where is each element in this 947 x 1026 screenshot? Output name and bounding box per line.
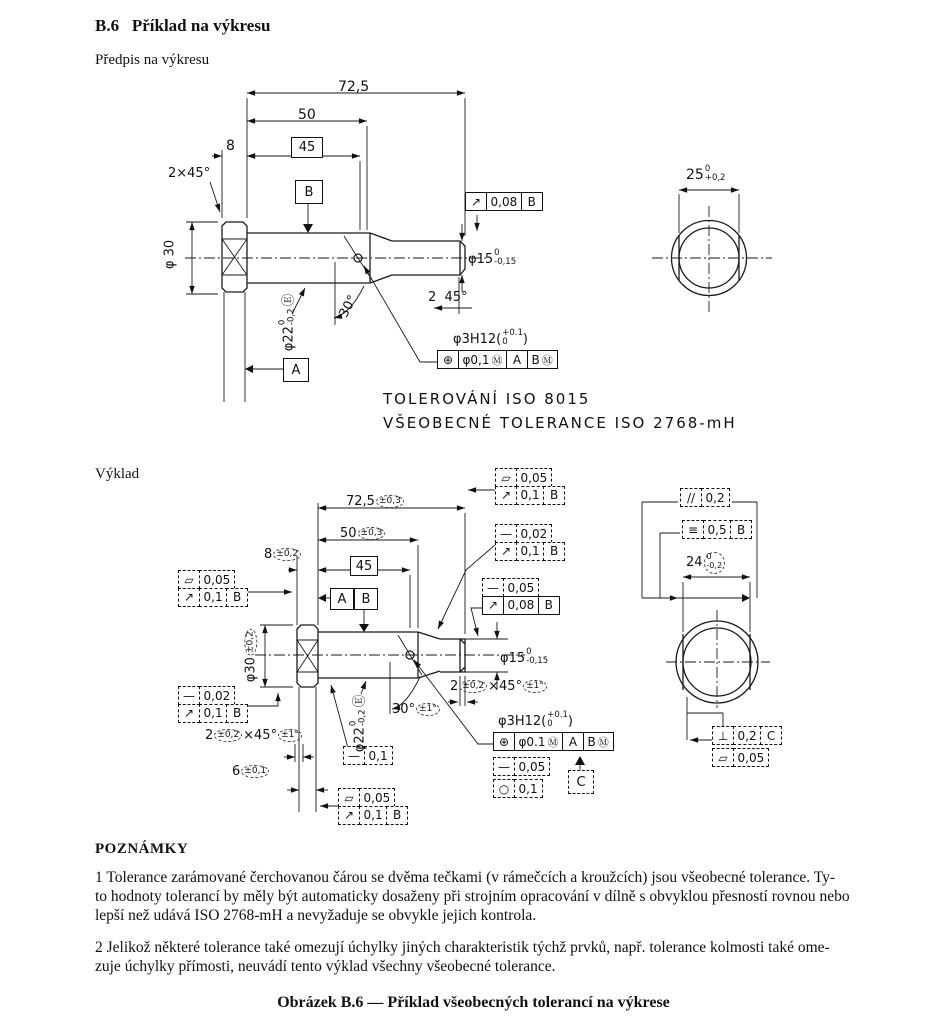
value: 0,02 — [199, 686, 236, 705]
value: 0,05 — [359, 788, 396, 807]
value: 0,2 — [701, 488, 730, 507]
envelope-icon: Ⓔ — [281, 293, 297, 307]
mmc-icon: Ⓜ — [597, 735, 609, 749]
position-datum-a: A — [562, 732, 584, 751]
note-line: zuje úchylky přímosti, neuvádí tento výklad všechny všeobecné tolerance. — [95, 958, 556, 975]
section-number: B.6 — [95, 16, 120, 35]
hole-upper: +0.1 — [502, 328, 523, 338]
general-tolerance: ±0,3 — [358, 527, 386, 540]
runout-icon: ↗ — [465, 192, 487, 211]
frame-circular-runout — [465, 192, 543, 211]
frame-head-face-top — [178, 570, 248, 607]
dia30-general — [244, 615, 257, 695]
mmc-icon: Ⓜ — [541, 353, 553, 367]
vyklad-label: Výklad — [95, 466, 140, 482]
frame-position — [437, 350, 558, 369]
general-tolerance: 0 -0,2 — [704, 552, 726, 574]
side-dim-25 — [686, 166, 725, 185]
value: 0,1 — [359, 806, 388, 825]
note-2 — [95, 938, 830, 976]
hole-main: φ3H12( — [453, 331, 502, 347]
chamfer-end-label: 2 45° — [428, 290, 468, 305]
mmc-icon: Ⓜ — [547, 735, 559, 749]
dim-72-5-general — [346, 495, 405, 508]
datum-box-b: B — [354, 588, 378, 610]
value: 0,1 — [516, 542, 545, 561]
dia15-label — [468, 250, 516, 269]
general-tolerance: ±1° — [523, 680, 547, 693]
frame-parallelism — [680, 488, 730, 507]
position-datum-b: B Ⓜ — [583, 732, 614, 751]
value: 0,5 — [703, 520, 732, 539]
runout-datum: B — [521, 192, 543, 211]
hole-lower: 0 — [502, 337, 508, 348]
flatness-icon: ▱ — [712, 748, 734, 767]
position-value: φ0,1 Ⓜ — [458, 350, 508, 369]
dim-72-5: 72,5 — [338, 79, 370, 95]
runout-icon: ↗ — [178, 704, 200, 723]
dim-value: 72,5 — [346, 494, 375, 510]
general-tolerance: ±0,2 — [459, 680, 487, 693]
runout-value: 0,08 — [486, 192, 523, 211]
position-value: φ0.1 Ⓜ — [514, 732, 564, 751]
value: 0,05 — [514, 757, 551, 776]
dia22-upper: 0 — [277, 319, 288, 326]
datum-box-a: A — [283, 358, 309, 382]
side-dim-24: 24 0 -0,2 — [686, 552, 726, 574]
datum: B — [226, 704, 248, 723]
dim-value: φ30 — [243, 657, 259, 683]
value: 0,1 — [514, 779, 543, 798]
dim25-lower: +0,2 — [704, 173, 726, 184]
datum: B — [730, 520, 752, 539]
section-title: Příklad na výkresu — [131, 16, 271, 35]
frame-perpendicularity — [712, 726, 782, 745]
dia22-label: φ22 0 -0,2 Ⓔ — [348, 694, 368, 753]
dim-value: 8 — [264, 547, 273, 563]
general-tolerance: ±0,2 — [273, 548, 301, 561]
straightness-icon: — — [495, 524, 517, 543]
note-line: lepší než udává ISO 2768-mH a nevyžaduje se obvykle jejich kontrola. — [95, 907, 537, 924]
position-icon: ⊕ — [493, 732, 515, 751]
general-tolerance: ±0,2 — [214, 729, 242, 742]
runout-icon: ↗ — [338, 806, 360, 825]
value: 0,05 — [733, 748, 770, 767]
flatness-icon: ▱ — [495, 468, 517, 487]
frame-hole-straightness — [493, 757, 550, 776]
dim-value: 50 — [340, 526, 357, 542]
frame-end-face — [495, 468, 565, 505]
value: 0,05 — [516, 468, 553, 487]
general-tolerance: ±0,2 — [244, 628, 257, 656]
upper-side-view — [652, 190, 772, 312]
dia22-lower: -0,2 — [287, 308, 297, 326]
mmc-icon: Ⓜ — [491, 353, 503, 367]
parallelism-icon: // — [680, 488, 702, 507]
chamfer-left-general: 2 ±0,2 ×45° ±1° — [205, 729, 303, 742]
general-tolerance: ±1° — [278, 729, 302, 742]
predpis-label: Předpis na výkresu — [95, 52, 210, 68]
hole-callout: φ3H12( +0.1 0 ) — [498, 710, 573, 730]
position-icon: ⊕ — [437, 350, 459, 369]
dim25-upper: 0 — [704, 164, 711, 174]
dim-45-boxed: 45 — [350, 556, 378, 576]
symmetry-icon: ≡ — [682, 520, 704, 539]
frame-cone — [495, 524, 565, 561]
frame-shaft-bottom — [338, 788, 408, 825]
angle-30-general: 30° ±1° — [392, 703, 441, 716]
dia22-label — [277, 282, 299, 362]
hole-callout — [453, 330, 528, 349]
straightness-icon: — — [343, 746, 365, 765]
frame-position — [493, 732, 614, 751]
dia15-label: φ15 0 -0,15 — [500, 647, 549, 667]
datum: B — [543, 486, 565, 505]
datum: B — [226, 588, 248, 607]
chamfer-right-general: 2 ±0,2 ×45° ±1° — [450, 680, 548, 693]
dia15-main: φ15 — [468, 251, 494, 267]
runout-icon: ↗ — [495, 542, 517, 561]
value: 0,1 — [199, 588, 228, 607]
general-tolerance: ±0,1 — [241, 765, 269, 778]
runout-icon: ↗ — [178, 588, 200, 607]
chamfer-head-label: 2×45° — [168, 166, 211, 181]
datum-box-a: A — [330, 588, 354, 610]
value: 0,05 — [199, 570, 236, 589]
datum: B — [543, 542, 565, 561]
straightness-icon: — — [178, 686, 200, 705]
value: 0,1 — [364, 746, 393, 765]
value: 0,05 — [503, 578, 540, 597]
note-line: 1 Tolerance zarámované čerchovanou čárou se dvěma tečkami (v rámečcích a kroužcích) jsou všeobecné tolerance. Ty- — [95, 869, 836, 886]
value: 0,02 — [516, 524, 553, 543]
frame-head-face-bottom — [178, 686, 248, 723]
tolerovani-line2: VŠEOBECNÉ TOLERANCE ISO 2768-mH — [383, 414, 737, 432]
note-line: to hodnoty tolerancí by měly být automaticky dosaženy při strojním opracování v dílně s obvyklou přesností rovnou nebo — [95, 888, 850, 905]
value: 0,1 — [516, 486, 545, 505]
value: 0,2 — [733, 726, 762, 745]
runout-icon: ↗ — [495, 486, 517, 505]
note-1 — [95, 868, 850, 925]
dim-50: 50 — [298, 107, 316, 123]
frame-pin — [482, 578, 560, 615]
datum: C — [760, 726, 782, 745]
angle-30-label: 30° — [336, 292, 361, 321]
straightness-icon: — — [482, 578, 504, 597]
general-tolerance: ±1° — [416, 703, 440, 716]
value: 0,08 — [503, 596, 540, 615]
frame-flatness — [712, 748, 769, 767]
circularity-icon: ○ — [493, 779, 515, 798]
dia15-upper: 0 — [494, 248, 500, 258]
frame-symmetry — [682, 520, 752, 539]
datum: B — [386, 806, 408, 825]
position-datum-b: B Ⓜ — [527, 350, 558, 369]
runout-icon: ↗ — [482, 596, 504, 615]
datum: B — [538, 596, 560, 615]
dim-50-general — [340, 527, 386, 540]
dim-45-boxed: 45 — [291, 137, 323, 158]
value: 0,1 — [199, 704, 228, 723]
flatness-icon: ▱ — [178, 570, 200, 589]
dia15-lower: -0,15 — [494, 257, 517, 268]
perpendicularity-icon: ⊥ — [712, 726, 734, 745]
dim-6-general: 6 ±0,1 — [232, 765, 270, 778]
frame-hole-roundness — [493, 779, 543, 798]
notes-title: POZNÁMKY — [95, 841, 189, 857]
dim25-main: 25 — [686, 167, 704, 184]
figure-caption: Obrázek B.6 — Příklad všeobecných tolerancí na výkrese — [277, 994, 670, 1011]
position-datum-a: A — [506, 350, 528, 369]
hole-close: ) — [522, 331, 528, 347]
dim-8-general — [264, 548, 302, 561]
dia30-label: φ 30 — [162, 239, 178, 270]
envelope-icon: Ⓔ — [352, 694, 368, 708]
datum-box-c: C — [568, 770, 594, 794]
general-tolerance: ±0,3 — [376, 495, 404, 508]
datum-box-b: B — [295, 180, 323, 204]
straightness-icon: — — [493, 757, 515, 776]
tolerovani-line1: TOLEROVÁNÍ ISO 8015 — [383, 390, 591, 408]
dim-8: 8 — [226, 138, 235, 154]
flatness-icon: ▱ — [338, 788, 360, 807]
note-line: 2 Jelikož některé tolerance také omezují úchylky jiných charakteristik týchž prvků, např. tolerance kolmosti také ome- — [95, 939, 830, 956]
dia22-main: φ22 — [281, 326, 297, 352]
